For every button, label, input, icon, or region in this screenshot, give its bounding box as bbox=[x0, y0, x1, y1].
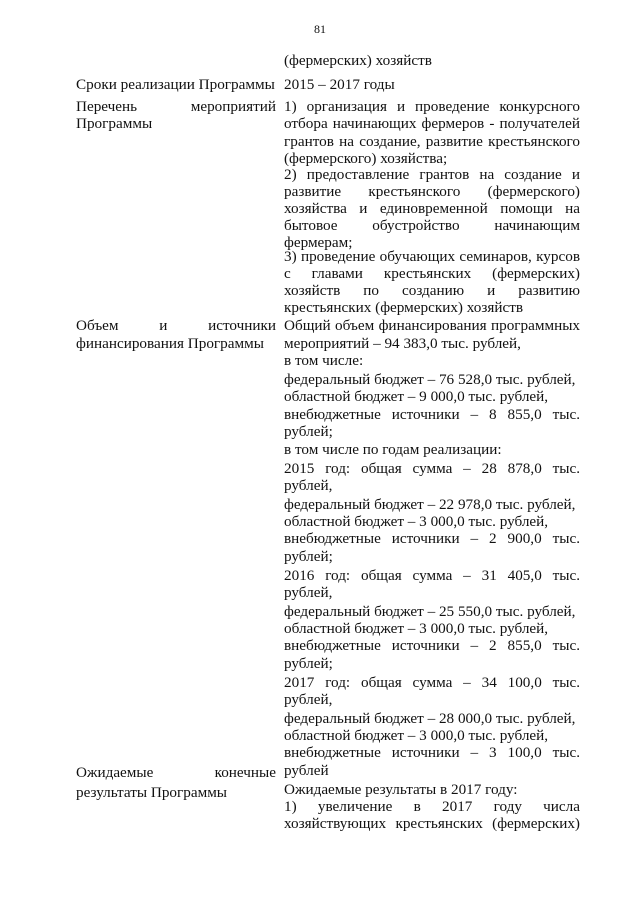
value-line: в том числе по годам реализации: bbox=[284, 441, 502, 458]
value-line: хозяйства и единовременной помощи на bbox=[284, 200, 580, 217]
value-line: федеральный бюджет – 22 978,0 тыс. рублей, bbox=[284, 496, 576, 513]
value-line: рублей, bbox=[284, 584, 333, 601]
page-number: 81 bbox=[314, 22, 326, 36]
value-line: 1) увеличение в 2017 году числа bbox=[284, 798, 580, 815]
value-line: областной бюджет – 9 000,0 тыс. рублей, bbox=[284, 388, 549, 405]
value-line: развитие крестьянского (фермерского) bbox=[284, 183, 580, 200]
value-line: 2015 год: общая сумма – 28 878,0 тыс. bbox=[284, 460, 580, 477]
value-line: областной бюджет – 3 000,0 тыс. рублей, bbox=[284, 513, 549, 530]
value-line: рублей; bbox=[284, 548, 333, 565]
value-line: рублей bbox=[284, 762, 329, 779]
value-line: мероприятий – 94 383,0 тыс. рублей, bbox=[284, 335, 521, 352]
value-line: с главами крестьянских (фермерских) bbox=[284, 265, 580, 282]
label-line: финансирования Программы bbox=[76, 335, 264, 352]
label-line: Перечень мероприятий bbox=[76, 98, 276, 115]
value-line: 3) проведение обучающих семинаров, курсов bbox=[284, 248, 580, 265]
value-line: 2) предоставление грантов на создание и bbox=[284, 166, 580, 183]
label-line: Объем и источники bbox=[76, 317, 276, 334]
value-line: 1) организация и проведение конкурсного bbox=[284, 98, 580, 115]
value-line: внебюджетные источники – 2 900,0 тыс. bbox=[284, 530, 580, 547]
value-line: хозяйствующих крестьянских (фермерских) bbox=[284, 815, 580, 832]
value-line: фермерам; bbox=[284, 234, 353, 251]
value-line: 2017 год: общая сумма – 34 100,0 тыс. bbox=[284, 674, 580, 691]
value-line: областной бюджет – 3 000,0 тыс. рублей, bbox=[284, 727, 549, 744]
value-line: рублей; bbox=[284, 655, 333, 672]
value-line: федеральный бюджет – 76 528,0 тыс. рублей, bbox=[284, 371, 576, 388]
value-line: бытовое обустройство начинающим bbox=[284, 217, 580, 234]
value-line: (фермерского) хозяйства; bbox=[284, 150, 448, 167]
value-line: Общий объем финансирования программных bbox=[284, 317, 580, 334]
value-line: отбора начинающих фермеров - получателей bbox=[284, 115, 580, 132]
value-line: грантов на создание, развитие крестьянского bbox=[284, 133, 580, 150]
value-line: рублей; bbox=[284, 423, 333, 440]
value-line: 2016 год: общая сумма – 31 405,0 тыс. bbox=[284, 567, 580, 584]
value-line: Ожидаемые результаты в 2017 году: bbox=[284, 781, 518, 798]
label-line: Сроки реализации Программы bbox=[76, 76, 275, 93]
label-line: Программы bbox=[76, 115, 153, 132]
value-line: внебюджетные источники – 2 855,0 тыс. bbox=[284, 637, 580, 654]
value-line: областной бюджет – 3 000,0 тыс. рублей, bbox=[284, 620, 549, 637]
value-line: федеральный бюджет – 28 000,0 тыс. рублей, bbox=[284, 710, 576, 727]
value-line: рублей, bbox=[284, 477, 333, 494]
value-line: рублей, bbox=[284, 691, 333, 708]
value-line: (фермерских) хозяйств bbox=[284, 52, 432, 69]
value-line: федеральный бюджет – 25 550,0 тыс. рублей, bbox=[284, 603, 576, 620]
value-line: внебюджетные источники – 8 855,0 тыс. bbox=[284, 406, 580, 423]
value-line: внебюджетные источники – 3 100,0 тыс. bbox=[284, 744, 580, 761]
label-line: результаты Программы bbox=[76, 784, 228, 801]
value-line: хозяйств по созданию и развитию bbox=[284, 282, 580, 299]
value-line: в том числе: bbox=[284, 352, 364, 369]
value-line: 2015 – 2017 годы bbox=[284, 76, 395, 93]
label-line: Ожидаемые конечные bbox=[76, 764, 276, 781]
value-line: крестьянских (фермерских) хозяйств bbox=[284, 299, 524, 316]
